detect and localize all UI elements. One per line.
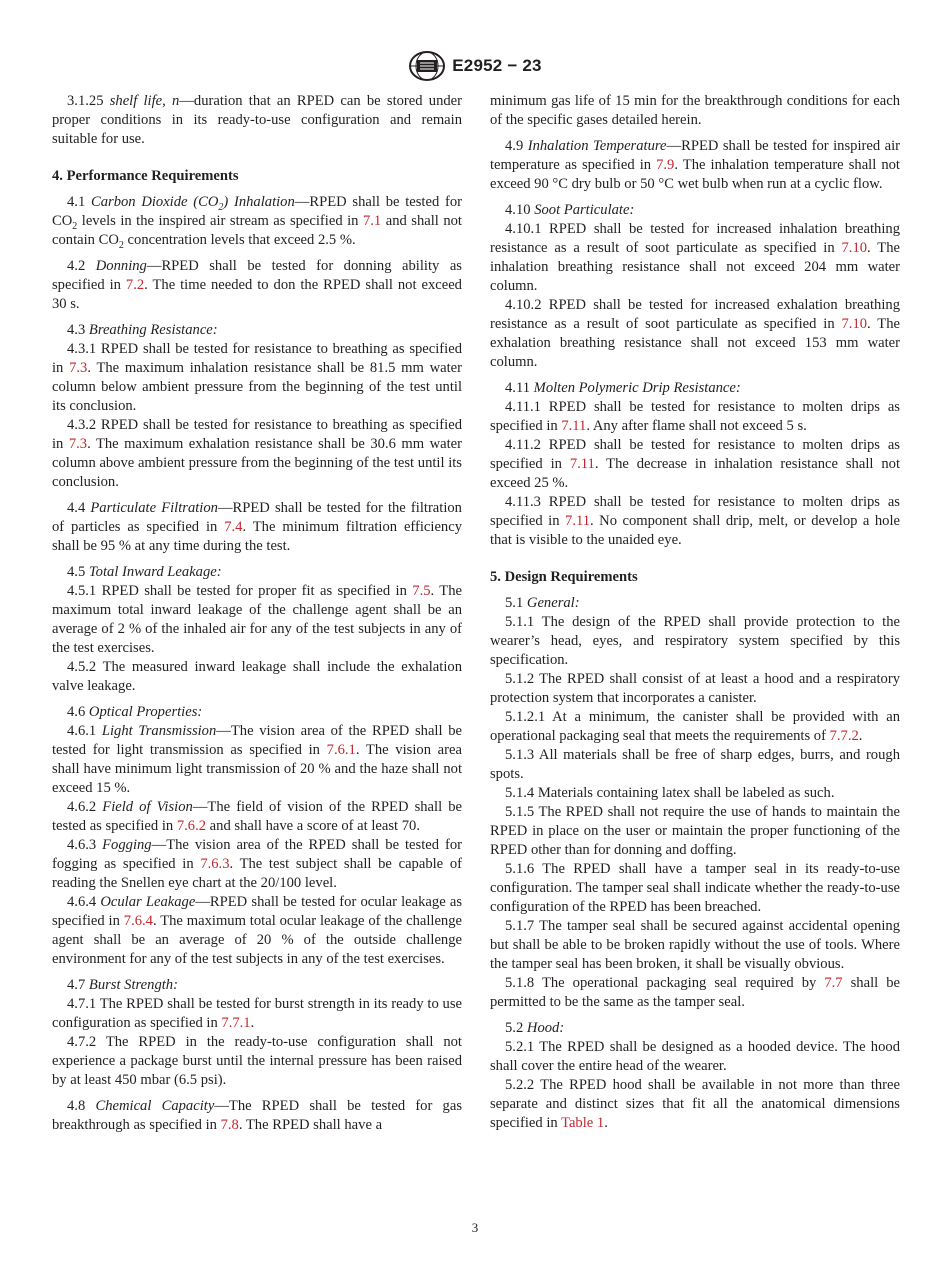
ref-link[interactable]: 7.9 <box>656 157 675 173</box>
ref-link[interactable]: 7.6.1 <box>326 742 356 758</box>
ref-link[interactable]: 7.11 <box>561 418 587 434</box>
document-id: E2952 − 23 <box>452 56 542 75</box>
ref-link[interactable]: 7.3 <box>69 360 88 376</box>
clause-4-11-3: 4.11.3 RPED shall be tested for resistance to molten drips as specified in 7.11. No component shall drip, melt, or develop a hole that is visible to the unaided eye. <box>490 494 900 548</box>
clause-5-1-2: 5.1.2 The RPED shall consist of at least a hood and a respiratory protection system that incorporates a canister. <box>490 671 900 706</box>
clause-4-7-1: 4.7.1 The RPED shall be tested for burst strength in its ready to use configuration as specified in 7.7.1. <box>52 996 462 1031</box>
ref-link[interactable]: 7.1 <box>362 213 382 229</box>
clause-4-3-1: 4.3.1 RPED shall be tested for resistance to breathing as specified in 7.3. The maximum inhalation resistance shall be 81.5 mm water column below ambient pressure from the beginning of the test until its conclusion. <box>52 341 462 414</box>
ref-link[interactable]: 7.6.4 <box>123 913 153 929</box>
clause-4-2: 4.2 Donning—RPED shall be tested for donning ability as specified in 7.2. The time needed to don the RPED shall not exceed 30 s. <box>52 258 462 312</box>
ref-link[interactable]: 7.10 <box>841 316 868 332</box>
ref-link[interactable]: 7.6.3 <box>200 856 230 872</box>
clause-5-1: 5.1 General: <box>505 595 580 611</box>
clause-4-3: 4.3 Breathing Resistance: <box>67 322 218 338</box>
clause-4-8-continued: minimum gas life of 15 min for the breakthrough conditions for each of the specific gases detailed herein. <box>490 93 900 128</box>
ref-link[interactable]: 7.7.1 <box>221 1015 251 1031</box>
ref-link[interactable]: 7.10 <box>841 240 868 256</box>
left-column <box>52 92 462 1142</box>
clause-4-7: 4.7 Burst Strength: <box>67 977 178 993</box>
right-column <box>490 92 900 1140</box>
clause-4-5-2: 4.5.2 The measured inward leakage shall include the exhalation valve leakage. <box>52 659 462 694</box>
clause-4-11-1: 4.11.1 RPED shall be tested for resistance to molten drips as specified in 7.11. Any after flame shall not exceed 5 s. <box>490 399 900 434</box>
clause-4-6: 4.6 Optical Properties: <box>67 704 203 720</box>
clause-4-10-1: 4.10.1 RPED shall be tested for increased inhalation breathing resistance as a result of soot particulate as specified in 7.10. The inhalation breathing resistance shall not exceed 204 mm water column. <box>490 221 900 294</box>
clause-4-6-2: 4.6.2 Field of Vision—The field of vision of the RPED shall be tested as specified in 7.6.2 and shall have a score of at least 70. <box>52 799 462 834</box>
clause-4-6-1: 4.6.1 Light Transmission—The vision area of the RPED shall be tested for light transmission as specified in 7.6.1. The vision area shall have minimum light transmission of 20 % and the haze shall not exceed 15 %. <box>52 723 463 796</box>
clause-4-1: 4.1 Carbon Dioxide $(CO_2)$ Inhalation—RPED shall be tested for $CO_2$ levels in the inspired air stream as specified in 7.1 and shall not contain $CO_2$ concentration levels that exceed 2.5 %. <box>52 194 462 251</box>
clause-5-1-2-1: 5.1.2.1 At a minimum, the canister shall be provided with an operational packaging seal that meets the requirements of 7.7.2. <box>490 709 900 744</box>
clause-5-1-5: 5.1.5 The RPED shall not require the use of hands to maintain the RPED in place on the user or maintain the proper functioning of the RPED other than for donning and doffing. <box>490 804 900 858</box>
clause-5-2-1: 5.2.1 The RPED shall be designed as a hooded device. The hood shall cover the entire head of the wearer. <box>490 1039 900 1074</box>
clause-4-5: 4.5 Total Inward Leakage: <box>67 564 222 580</box>
clause-5-1-6: 5.1.6 The RPED shall have a tamper seal in its ready-to-use configuration. The tamper seal shall indicate whether the ready-to-use configuration of the RPED has been breached. <box>490 861 900 915</box>
clause-3-1-25: 3.1.25 shelf life, n—duration that an RPED can be stored under proper conditions in its ready-to-use configuration and remain suitable for use. <box>52 93 463 147</box>
clause-4-7-2: 4.7.2 The RPED in the ready-to-use configuration shall not experience a package burst until the internal pressure has been raised by at least 450 mbar (6.5 psi). <box>52 1034 462 1088</box>
clause-5-2-2: 5.2.2 The RPED hood shall be available in not more than three separate and distinct sizes that fit all the anatomical dimensions specified in Table 1. <box>490 1077 900 1131</box>
ref-link[interactable]: Table 1 <box>561 1115 605 1131</box>
ref-link[interactable]: 7.4 <box>224 519 243 535</box>
clause-4-5-1: 4.5.1 RPED shall be tested for proper fit as specified in 7.5. The maximum total inward leakage of the challenge agent shall be an average of 2 % of the inhaled air for any of the test subjects in any of the test exercises. <box>52 583 462 656</box>
clause-5-1-8: 5.1.8 The operational packaging seal required by 7.7 shall be permitted to be the same as the tamper seal. <box>490 975 900 1010</box>
ref-link[interactable]: 7.2 <box>125 277 145 293</box>
clause-4-6-3: 4.6.3 Fogging—The vision area of the RPED shall be tested for fogging as specified in 7.6.3. The test subject shall be capable of reading the Snellen eye chart at the 20/100 level. <box>52 837 462 891</box>
ref-link[interactable]: 7.11 <box>569 456 595 472</box>
clause-4-11: 4.11 Molten Polymeric Drip Resistance: <box>505 380 741 396</box>
clause-4-6-4: 4.6.4 Ocular Leakage—RPED shall be tested for ocular leakage as specified in 7.6.4. The maximum total ocular leakage of the challenge agent shall be an average of 20 % of the outside challenge environment for any of the test subjects in any of the test exercises. <box>52 894 462 967</box>
ref-link[interactable]: 7.11 <box>565 513 591 529</box>
clause-5-1-4: 5.1.4 Materials containing latex shall be labeled as such. <box>505 785 835 801</box>
section-5-heading: 5. Design Requirements <box>490 569 638 585</box>
page-header <box>0 50 950 87</box>
ref-link[interactable]: 7.6.2 <box>176 818 207 834</box>
ref-link[interactable]: 7.7 <box>824 975 843 991</box>
clause-4-4: 4.4 Particulate Filtration—RPED shall be tested for the filtration of particles as specified in 7.4. The minimum filtration efficiency shall be 95 % at any time during the test. <box>52 500 463 554</box>
page-number: 3 <box>471 1220 479 1235</box>
astm-logo-icon <box>408 50 446 82</box>
clause-5-1-1: 5.1.1 The design of the RPED shall provide protection to the wearer’s head, eyes, and respiratory system specified by this specification. <box>490 614 900 668</box>
ref-link[interactable]: 7.3 <box>68 436 88 452</box>
clause-4-10-2: 4.10.2 RPED shall be tested for increased exhalation breathing resistance as a result of soot particulate as specified in 7.10. The exhalation breathing resistance shall not exceed 153 mm water column. <box>490 297 900 370</box>
clause-5-2: 5.2 Hood: <box>505 1020 565 1036</box>
clause-5-1-7: 5.1.7 The tamper seal shall be secured against accidental opening but shall be able to be broken rapidly without the use of tools. Where the tamper seal has been broken, it shall be visually obvious. <box>490 918 900 972</box>
ref-link[interactable]: 7.8 <box>220 1117 239 1133</box>
clause-4-3-2: 4.3.2 RPED shall be tested for resistance to breathing as specified in 7.3. The maximum exhalation resistance shall be 30.6 mm water column above ambient pressure from the beginning of the test until its conclusion. <box>52 417 462 490</box>
clause-4-10: 4.10 Soot Particulate: <box>505 202 635 218</box>
clause-4-11-2: 4.11.2 RPED shall be tested for resistance to molten drips as specified in 7.11. The decrease in inhalation resistance shall not exceed 25 %. <box>490 437 900 491</box>
clause-4-9: 4.9 Inhalation Temperature—RPED shall be tested for inspired air temperature as specified in 7.9. The inhalation temperature shall not exceed 90 °C dry bulb or 50 °C wet bulb when run at a cyclic flow. <box>490 138 900 192</box>
ref-link[interactable]: 7.7.2 <box>829 728 859 744</box>
section-4-heading: 4. Performance Requirements <box>52 168 239 184</box>
clause-5-1-3: 5.1.3 All materials shall be free of sharp edges, burrs, and rough spots. <box>490 747 900 782</box>
ref-link[interactable]: 7.5 <box>412 583 431 599</box>
clause-4-8: 4.8 Chemical Capacity—The RPED shall be tested for gas breakthrough as specified in 7.8. The RPED shall have a <box>52 1098 463 1133</box>
